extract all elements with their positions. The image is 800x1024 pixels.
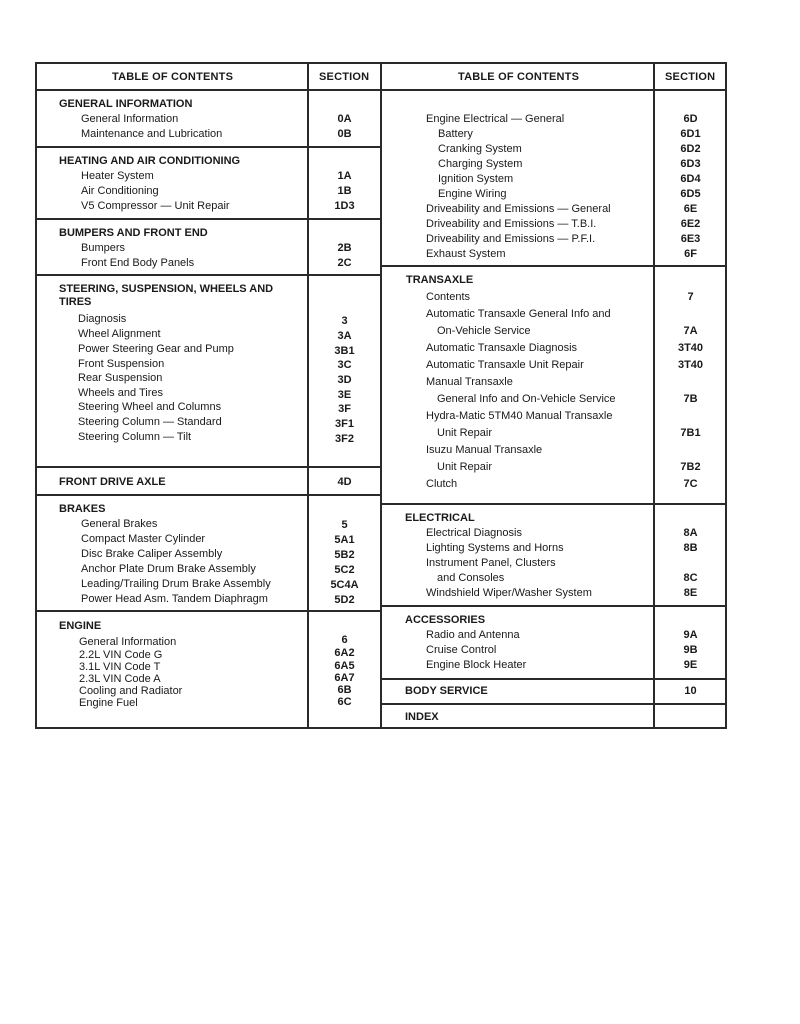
entry-code: 3F xyxy=(338,403,351,415)
entry-label: Power Head Asm. Tandem Diaphragm xyxy=(81,593,268,605)
entry-label: Heater System xyxy=(81,170,154,182)
entry-label: Steering Column — Tilt xyxy=(78,431,192,443)
entry-label: Engine Fuel xyxy=(79,697,138,709)
section-header-left: SECTION xyxy=(319,71,370,83)
entry-label: Clutch xyxy=(426,478,458,490)
entry-code: 6E3 xyxy=(680,233,701,245)
entry-code: 6A7 xyxy=(334,672,355,684)
entry-code: 5A1 xyxy=(334,534,355,546)
entry-code: 6D3 xyxy=(680,158,701,170)
left-rule xyxy=(35,610,381,612)
right-rule xyxy=(381,605,727,607)
entry-label: Unit Repair xyxy=(437,427,493,439)
entry-code: 1B xyxy=(337,185,352,197)
entry-label: Electrical Diagnosis xyxy=(426,527,522,539)
entry-code: 3F2 xyxy=(335,433,354,445)
entry-label: Exhaust System xyxy=(426,248,506,260)
entry-label: Ignition System xyxy=(438,173,514,185)
entry-code: 5C2 xyxy=(334,564,355,576)
entry-label: Steering Wheel and Columns xyxy=(78,401,222,413)
entry-label: Cranking System xyxy=(438,143,522,155)
entry-code: 7A xyxy=(683,325,698,337)
entry-label: Instrument Panel, Clusters xyxy=(426,557,556,569)
left-rule xyxy=(35,146,381,148)
entry-code: 5B2 xyxy=(334,549,355,561)
entry-code: 8A xyxy=(683,527,698,539)
entry-label: Automatic Transaxle Diagnosis xyxy=(426,342,578,354)
entry-code: 6C xyxy=(337,696,352,708)
entry-label: Contents xyxy=(426,291,471,303)
entry-label: Lighting Systems and Horns xyxy=(426,542,564,554)
entry-label: Disc Brake Caliper Assembly xyxy=(81,548,223,560)
group-title-bumpers: BUMPERS AND FRONT END xyxy=(59,227,208,239)
entry-code: 9B xyxy=(683,644,698,656)
entry-label: Front End Body Panels xyxy=(81,257,195,269)
left-rule xyxy=(35,494,381,496)
entry-label: Wheels and Tires xyxy=(78,387,163,399)
section-header-right: SECTION xyxy=(665,71,716,83)
entry-label: On-Vehicle Service xyxy=(437,325,531,337)
entry-label: Compact Master Cylinder xyxy=(81,533,206,545)
entry-code: 3D xyxy=(337,374,352,386)
entry-code: 6A5 xyxy=(334,660,355,672)
entry-label: Air Conditioning xyxy=(81,185,159,197)
entry-label: Driveability and Emissions — T.B.I. xyxy=(426,218,597,230)
entry-code: 3E xyxy=(337,389,352,401)
header-rule xyxy=(35,89,727,91)
entry-label: General Brakes xyxy=(81,518,158,530)
entry-code: 2B xyxy=(337,242,352,254)
entry-code: 6D4 xyxy=(680,173,701,185)
entry-label: Leading/Trailing Drum Brake Assembly xyxy=(81,578,271,590)
toc-header-left: TABLE OF CONTENTS xyxy=(112,71,234,83)
entry-label: Hydra-Matic 5TM40 Manual Transaxle xyxy=(426,410,613,422)
left-rule xyxy=(35,274,381,276)
entry-label: Isuzu Manual Transaxle xyxy=(426,444,543,456)
entry-label: Charging System xyxy=(438,158,523,170)
entry-label: V5 Compressor — Unit Repair xyxy=(81,200,230,212)
entry-code: 2C xyxy=(337,257,352,269)
entry-code: 7B xyxy=(683,393,698,405)
group-title-steering-2: TIRES xyxy=(59,296,92,308)
group-title-body-service: BODY SERVICE xyxy=(405,685,488,697)
entry-label: Battery xyxy=(438,128,473,140)
right-rule xyxy=(381,265,727,267)
entry-code: 1A xyxy=(337,170,352,182)
entry-code: 8C xyxy=(683,572,698,584)
entry-label: Steering Column — Standard xyxy=(78,416,222,428)
entry-label: Radio and Antenna xyxy=(426,629,520,641)
entry-code: 9A xyxy=(683,629,698,641)
entry-label: 2.3L VIN Code A xyxy=(79,673,161,685)
entry-code: 7 xyxy=(687,291,694,303)
entry-label: Front Suspension xyxy=(78,358,165,370)
entry-code: 8B xyxy=(683,542,698,554)
entry-code: 8E xyxy=(683,587,698,599)
group-title-accessories: ACCESSORIES xyxy=(405,614,486,626)
entry-code: 9E xyxy=(683,659,698,671)
entry-code: 3T40 xyxy=(677,359,704,371)
group-title-brakes: BRAKES xyxy=(59,503,106,515)
group-title-engine: ENGINE xyxy=(59,620,102,632)
entry-label: Engine Block Heater xyxy=(426,659,527,671)
entry-label: Power Steering Gear and Pump xyxy=(78,343,234,355)
entry-label: and Consoles xyxy=(437,572,505,584)
entry-label: Cruise Control xyxy=(426,644,497,656)
group-title-drive-axle: FRONT DRIVE AXLE xyxy=(59,476,166,488)
toc-header-right: TABLE OF CONTENTS xyxy=(458,71,580,83)
entry-code: 6D5 xyxy=(680,188,701,200)
entry-code: 6D xyxy=(683,113,698,125)
entry-code: 6E2 xyxy=(680,218,701,230)
entry-code: 10 xyxy=(684,685,697,697)
group-title-steering: STEERING, SUSPENSION, WHEELS AND xyxy=(59,283,274,295)
entry-label: Unit Repair xyxy=(437,461,493,473)
entry-label: Bumpers xyxy=(81,242,126,254)
entry-label: Windshield Wiper/Washer System xyxy=(426,587,592,599)
entry-code: 3A xyxy=(337,330,352,342)
group-title-general: GENERAL INFORMATION xyxy=(59,98,193,110)
entry-code: 7B1 xyxy=(680,427,701,439)
entry-label: Diagnosis xyxy=(78,313,127,325)
entry-code: 3F1 xyxy=(335,418,354,430)
right-rule xyxy=(381,678,727,680)
entry-code: 1D3 xyxy=(334,200,355,212)
entry-code: 0A xyxy=(337,113,352,125)
left-rule xyxy=(35,218,381,220)
entry-label: Engine Wiring xyxy=(438,188,507,200)
entry-label: Wheel Alignment xyxy=(78,328,161,340)
entry-code: 6D1 xyxy=(680,128,701,140)
left-rule xyxy=(35,466,381,468)
entry-label: Anchor Plate Drum Brake Assembly xyxy=(81,563,256,575)
group-title-electrical: ELECTRICAL xyxy=(405,512,475,524)
entry-code: 3T40 xyxy=(677,342,704,354)
entry-label: 3.1L VIN Code T xyxy=(79,661,161,673)
entry-code: 6D2 xyxy=(680,143,701,155)
entry-code: 7B2 xyxy=(680,461,701,473)
entry-code: 6B xyxy=(337,684,352,696)
entry-code: 6A2 xyxy=(334,647,355,659)
entry-label: Driveability and Emissions — General xyxy=(426,203,611,215)
entry-code: 6 xyxy=(341,634,348,646)
right-rule xyxy=(381,503,727,505)
group-title-index: INDEX xyxy=(405,711,439,723)
entry-code: 5 xyxy=(341,519,348,531)
entry-code: 5D2 xyxy=(334,594,355,606)
entry-label: Automatic Transaxle Unit Repair xyxy=(426,359,584,371)
entry-label: Cooling and Radiator xyxy=(79,685,183,697)
entry-code: 0B xyxy=(337,128,352,140)
entry-code: 3 xyxy=(341,315,348,327)
entry-label: Rear Suspension xyxy=(78,372,163,384)
entry-label: Automatic Transaxle General Info and xyxy=(426,308,611,320)
right-rule xyxy=(381,703,727,705)
group-title-transaxle: TRANSAXLE xyxy=(406,274,474,286)
group-title-heating: HEATING AND AIR CONDITIONING xyxy=(59,155,241,167)
entry-code: 7C xyxy=(683,478,698,490)
entry-code: 6F xyxy=(684,248,697,260)
entry-label: General Information xyxy=(79,636,177,648)
entry-code: 5C4A xyxy=(330,579,359,591)
entry-code: 6E xyxy=(683,203,698,215)
entry-label: General Info and On-Vehicle Service xyxy=(437,393,616,405)
entry-code: 3C xyxy=(337,359,352,371)
entry-code: 3B1 xyxy=(334,345,355,357)
entry-label: General Information xyxy=(81,113,179,125)
entry-label: Engine Electrical — General xyxy=(426,113,565,125)
entry-label: Maintenance and Lubrication xyxy=(81,128,223,140)
entry-label: 2.2L VIN Code G xyxy=(79,649,163,661)
entry-label: Manual Transaxle xyxy=(426,376,513,388)
entry-label: Driveability and Emissions — P.F.I. xyxy=(426,233,596,245)
col-divider-middle xyxy=(380,62,382,729)
entry-code: 4D xyxy=(337,476,352,488)
